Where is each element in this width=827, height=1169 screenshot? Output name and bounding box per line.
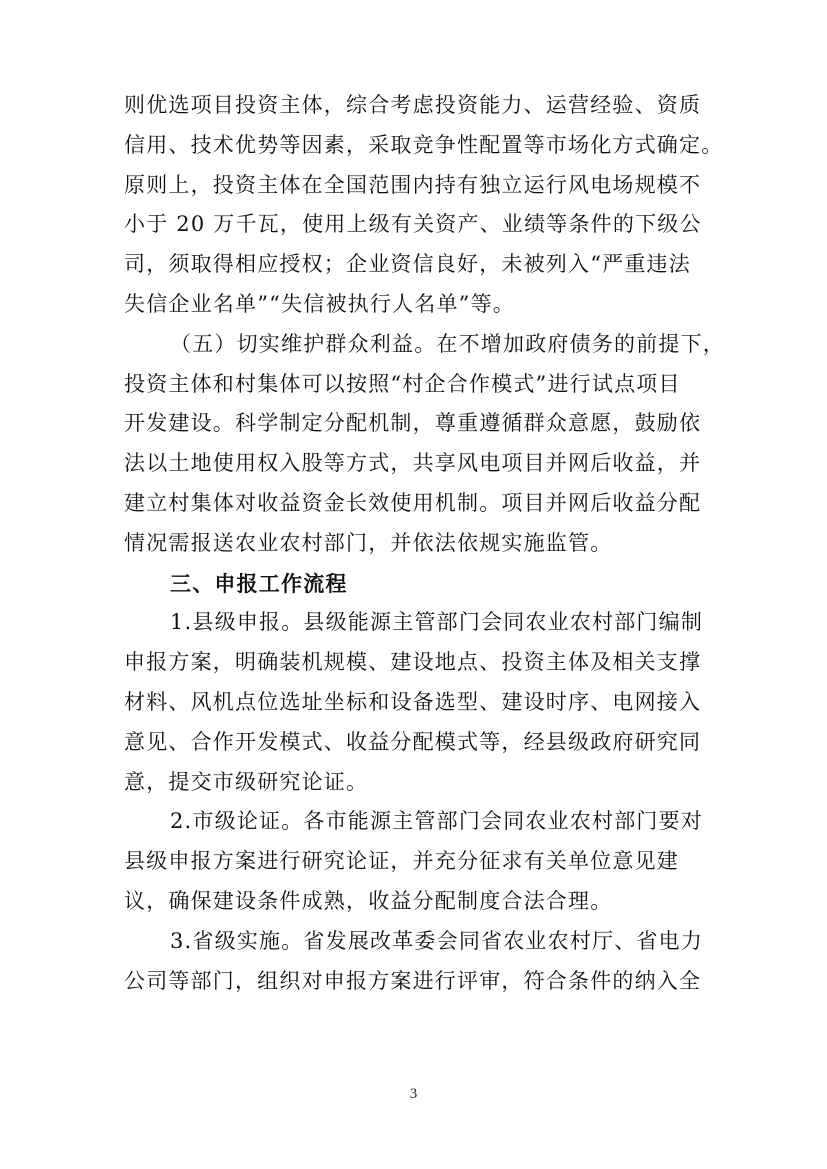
document-body [124, 86, 725, 1001]
text-line: 公司等部门，组织对申报方案进行评审，符合条件的纳入全 [124, 968, 702, 993]
text-line: 投资主体和村集体可以按照“村企合作模式”进行试点项目 [124, 371, 681, 396]
paragraph-protect-interests [124, 325, 725, 564]
text-line: 法以土地使用权入股等方式，共享风电项目并网后收益，并 [124, 451, 702, 476]
paragraph-investor-selection [124, 86, 724, 325]
text-line: 信用、技术优势等因素，采取竞争性配置等市场化方式确定。 [124, 132, 724, 157]
text-line: 失信企业名单”“失信被执行人名单”等。 [124, 291, 516, 316]
paragraph-county-application [124, 603, 704, 802]
text-line: 建立村集体对收益资金长效使用机制。项目并网后收益分配 [124, 490, 702, 515]
text-line: 意见、合作开发模式、收益分配模式等，经县级政府研究同 [124, 729, 702, 754]
text-line: 开发建设。科学制定分配机制，尊重遵循群众意愿，鼓励依 [124, 411, 702, 436]
text-line: 议，确保建设条件成熟，收益分配制度合法合理。 [124, 888, 613, 913]
text-line: 2.市级论证。各市能源主管部门会同农业农村部门要对 [170, 809, 704, 834]
section-heading [124, 564, 704, 604]
text-line: 则优选项目投资主体，综合考虑投资能力、运营经验、资质 [124, 93, 702, 117]
text-line: 材料、风机点位选址坐标和设备选型、建设时序、电网接入 [124, 689, 702, 714]
text-line: 小于 20 万千瓦，使用上级有关资产、业绩等条件的下级公 [124, 212, 702, 237]
heading-application-process: 三、申报工作流程 [170, 570, 348, 596]
text-line: 意，提交市级研究论证。 [124, 769, 369, 794]
text-line: （五）切实维护群众利益。在不增加政府债务的前提下， [170, 331, 725, 356]
text-line: 县级申报方案进行研究论证，并充分征求有关单位意见建 [124, 849, 679, 874]
paragraph-province-implementation [124, 922, 704, 1002]
text-line: 原则上，投资主体在全国范围内持有独立运行风电场规模不 [124, 172, 702, 197]
text-line: 情况需报送农业农村部门，并依法依规实施监管。 [124, 530, 613, 555]
text-line: 1.县级申报。县级能源主管部门会同农业农村部门编制 [170, 610, 704, 635]
text-line: 司，须取得相应授权；企业资信良好，未被列入“严重违法 [124, 252, 691, 277]
page-number: 3 [409, 1086, 418, 1102]
text-line: 3.省级实施。省发展改革委会同省农业农村厅、省电力 [170, 928, 704, 953]
paragraph-city-review [124, 802, 704, 921]
text-line: 申报方案，明确装机规模、建设地点、投资主体及相关支撑 [124, 650, 702, 675]
